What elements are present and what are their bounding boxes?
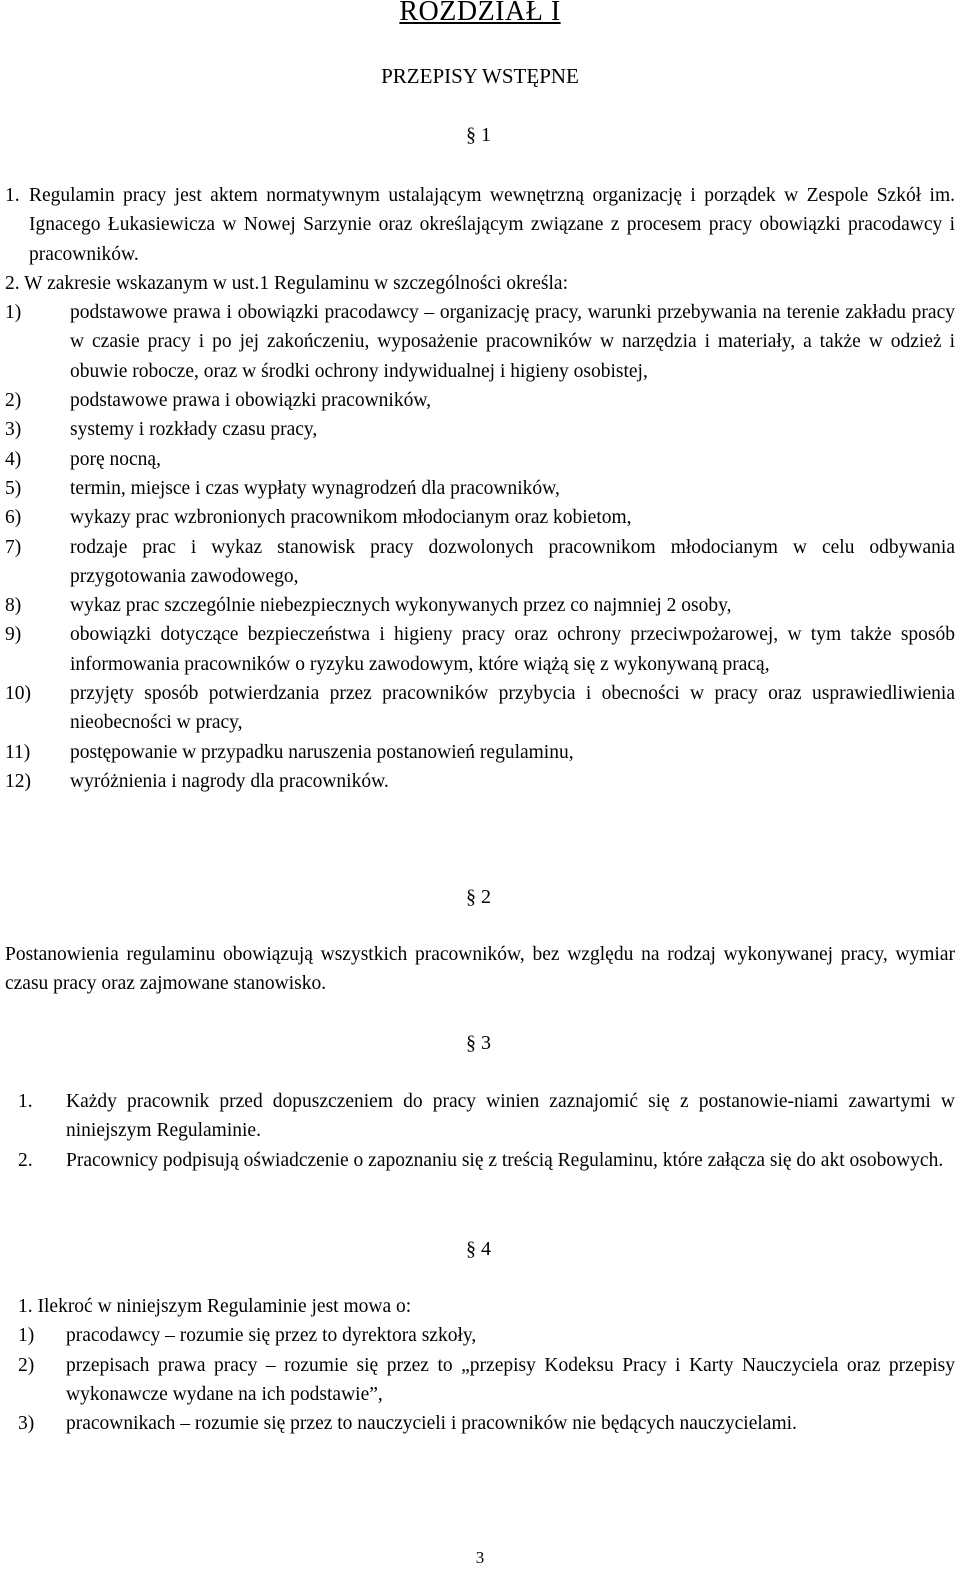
section-1-paragraph-1: [5, 181, 955, 269]
section-4-body: [18, 1292, 955, 1438]
list-item: [5, 679, 955, 738]
list-item-number: 4): [5, 448, 22, 470]
list-item-number: 1): [18, 1325, 35, 1347]
list-item: [5, 533, 955, 592]
list-item-text: wyróżnienia i nagrody dla pracowników.: [70, 770, 389, 792]
list-item: [5, 298, 955, 386]
list-item-number: 8): [5, 595, 22, 617]
list-item-number: 12): [5, 770, 31, 792]
list-item-number: 2): [5, 390, 22, 412]
section-3-heading: § 3: [466, 1032, 491, 1054]
list-item-number: 11): [5, 741, 31, 763]
list-item-text: pracownikach – rozumie się przez to nauczycieli i pracowników nie będących nauczycielami.: [66, 1413, 797, 1435]
list-item-text: podstawowe prawa i obowiązki pracodawcy – organizację pracy, warunki przebywania na terenie zakładu pracy w czasie pracy i po jej zakończeniu, wyposażenie pracowników w narzędzia i materiały, a także w odzież i obuwie robocze, oraz w środki ochrony indywidualnej i higieny osobistej,: [70, 302, 955, 382]
section-4-heading: § 4: [466, 1238, 491, 1260]
list-item-text: wykazy prac wzbronionych pracownikom młodocianym oraz kobietom,: [70, 507, 632, 529]
list-item: [5, 445, 955, 474]
section-4-intro: 1. Ilekroć w niniejszym Regulaminie jest mowa o:: [18, 1296, 412, 1317]
list-item-number: 9): [5, 624, 22, 646]
list-item-text: przepisach prawa pracy – rozumie się przez to „przepisy Kodeksu Pracy i Karty Nauczyciela oraz przepisy wykonawcze wydane na ich podstawie”,: [66, 1354, 955, 1405]
list-item-number: 3): [18, 1413, 35, 1435]
paragraph-number: 1.: [5, 185, 20, 206]
list-item: [18, 1351, 955, 1410]
list-item: [5, 591, 955, 620]
list-item-number: 6): [5, 507, 22, 529]
list-item: [5, 620, 955, 679]
section-2-body: [5, 940, 955, 999]
list-item: [5, 738, 955, 767]
list-item-text: przyjęty sposób potwierdzania przez pracowników przybycia i obecności w pracy oraz usprawiedliwienia nieobecności w pracy,: [70, 683, 955, 734]
list-item-text: Pracownicy podpisują oświadczenie o zapoznaniu się z treścią Regulaminu, które załącza się do akt osobowych.: [66, 1149, 944, 1171]
list-item: [5, 415, 955, 444]
section-3-body: [18, 1087, 955, 1175]
list-item: [5, 386, 955, 415]
list-item: [5, 503, 955, 532]
list-item-number: 5): [5, 477, 22, 499]
list-item: [18, 1321, 955, 1350]
list-item-number: 10): [5, 683, 31, 705]
section-1-list: [5, 298, 955, 796]
list-item-text: postępowanie w przypadku naruszenia postanowień regulaminu,: [70, 741, 574, 763]
paragraph-text: Regulamin pracy jest aktem normatywnym ustalającym wewnętrzną organizację i porządek w Zespole Szkół im. Ignacego Łukasiewicza w Nowej Sarzynie oraz określającym związane z procesem pracy obowiązki pracodawcy i pracowników.: [29, 185, 955, 265]
section-1-heading: § 1: [466, 124, 491, 146]
list-item-text: rodzaje prac i wykaz stanowisk pracy dozwolonych pracownikom młodocianym w celu odbywania przygotowania zawodowego,: [70, 536, 955, 587]
list-item-number: 1.: [18, 1091, 33, 1112]
list-item-text: Każdy pracownik przed dopuszczeniem do pracy winien zaznajomić się z postanowie-niami zawartymi w niniejszym Regulaminie.: [66, 1091, 955, 1142]
list-item-text: porę nocną,: [70, 448, 161, 470]
list-item-number: 2.: [18, 1149, 33, 1171]
list-item: [18, 1146, 955, 1175]
list-item-number: 1): [5, 302, 22, 324]
list-item-text: podstawowe prawa i obowiązki pracowników,: [70, 390, 432, 412]
list-item-text: termin, miejsce i czas wypłaty wynagrodzeń dla pracowników,: [70, 477, 560, 499]
section-1-body: [5, 181, 955, 796]
list-item-number: 7): [5, 536, 22, 558]
list-item-text: systemy i rozkłady czasu pracy,: [70, 419, 318, 441]
list-item: [5, 474, 955, 503]
list-item: [5, 767, 955, 796]
chapter-subtitle: PRZEPISY WSTĘPNE: [381, 64, 579, 88]
section-1-paragraph-2: 2. W zakresie wskazanym w ust.1 Regulaminu w szczególności określa:: [5, 272, 569, 294]
section-2-heading: § 2: [466, 886, 491, 908]
chapter-title: ROZDZIAŁ I: [399, 0, 561, 27]
list-item-text: pracodawcy – rozumie się przez to dyrektora szkoły,: [66, 1325, 477, 1347]
list-item-text: obowiązki dotyczące bezpieczeństwa i higieny pracy oraz ochrony przeciwpożarowej, w tym także sposób informowania pracowników o ryzyku zawodowym, które wiążą się z wykonywaną pracą,: [70, 624, 955, 675]
list-item: [18, 1087, 955, 1146]
page-number: 3: [475, 1548, 485, 1567]
list-item-number: 3): [5, 419, 22, 441]
section-2-paragraph: Postanowienia regulaminu obowiązują wszystkich pracowników, bez względu na rodzaj wykonywanej pracy, wymiar czasu pracy oraz zajmowane stanowisko.: [5, 944, 955, 995]
list-item-number: 2): [18, 1354, 35, 1376]
list-item-text: wykaz prac szczególnie niebezpiecznych wykonywanych przez co najmniej 2 osoby,: [70, 595, 732, 617]
list-item: [18, 1409, 955, 1438]
